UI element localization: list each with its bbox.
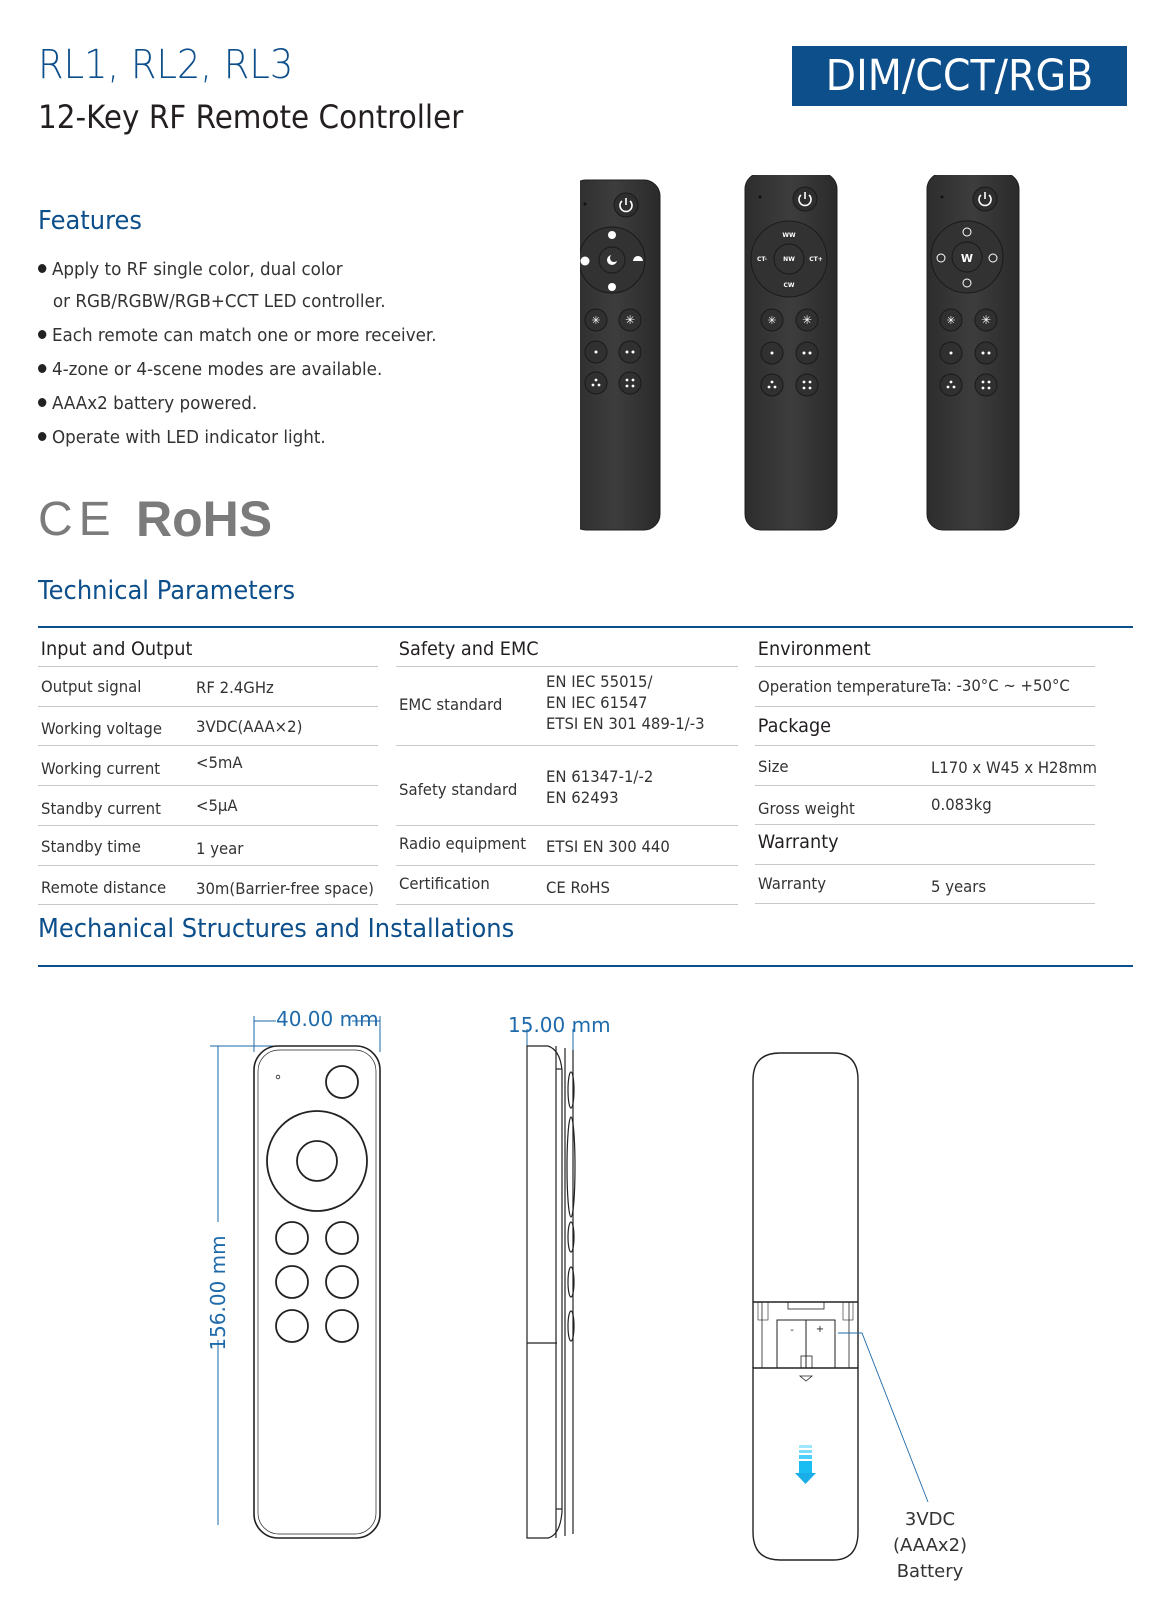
battery-view-drawing (753, 1053, 858, 1560)
bullet-icon (38, 264, 46, 273)
rohs-logo: RoHS (136, 491, 273, 547)
w-label: W (960, 252, 974, 265)
drawing-ring-pad (267, 1111, 367, 1211)
feature-item: AAAx2 battery powered. (38, 387, 437, 421)
table-row: Working current <5mA (38, 746, 378, 786)
table-row: Warranty 5 years (755, 865, 1095, 904)
feature-item: Each remote can match one or more receiver. (38, 319, 437, 353)
full-brightness-icon (581, 257, 590, 266)
table-group-header: Input and Output (38, 628, 378, 667)
battery-label: 3VDC (AAAx2) Battery (892, 1509, 968, 1582)
drawing-center-button (297, 1141, 337, 1181)
table-row: Safety standard EN 61347-1/-2 EN 62493 (396, 746, 738, 826)
table-row: Size L170 x W45 x H28mm (755, 746, 1095, 786)
table-row: Standby time 1 year (38, 826, 378, 866)
cw-label: CW (783, 282, 795, 289)
ct-plus-label: CT+ (809, 256, 823, 263)
zone-4-button (619, 372, 641, 394)
table-group-header: Warranty (755, 825, 1095, 865)
bullet-icon (38, 398, 46, 407)
svg-text:✳: ✳ (591, 314, 601, 327)
zone-2-button (619, 341, 641, 363)
battery-minus-terminal: - (790, 1325, 794, 1336)
nw-label: NW (783, 256, 795, 263)
bullet-icon (38, 364, 46, 373)
table-group-header: Safety and EMC (396, 649, 738, 667)
feature-item: Apply to RF single color, dual color or RGB/RGBW/RGB+CCT LED controller. (38, 253, 437, 319)
svg-text:✳: ✳ (767, 314, 777, 327)
brightness-up-button (619, 309, 641, 331)
table-row: Working voltage 3VDC(AAA×2) (38, 707, 378, 746)
table-row: Certification CE RoHS (396, 866, 738, 905)
table-row: EMC standard EN IEC 55015/ EN IEC 61547 ETSI EN 301 489-1/-3 (396, 667, 738, 746)
battery-callout-line (838, 1333, 928, 1502)
front-view-drawing (254, 1046, 380, 1538)
technical-parameters-heading: Technical Parameters (38, 576, 296, 606)
remote-photo-rl3 (927, 175, 1019, 530)
depth-dimension-label: 15.00 mm (508, 1013, 611, 1037)
safety-emc-table (396, 628, 738, 905)
ct-minus-label: CT- (756, 256, 768, 263)
type-badge-text: DIM/CCT/RGB (825, 51, 1094, 101)
type-badge (792, 46, 1127, 106)
features-heading: Features (38, 206, 142, 236)
table-row: Output signal RF 2.4GHz (38, 667, 378, 707)
svg-text:✳: ✳ (624, 313, 636, 327)
bullet-icon (38, 432, 46, 441)
slide-down-arrow-icon (795, 1445, 816, 1484)
table-row: Operation temperature Ta: -30°C ~ +50°C (755, 667, 1095, 707)
product-photos (580, 175, 1080, 545)
drawing-power-button (326, 1066, 358, 1098)
environment-package-warranty-table (755, 628, 1095, 904)
bullet-icon (38, 330, 46, 339)
table-row: Radio equipment ETSI EN 300 440 (396, 826, 738, 866)
mechanical-heading: Mechanical Structures and Installations (38, 914, 515, 944)
svg-text:✳: ✳ (980, 313, 992, 327)
table-row: Remote distance 30m(Barrier-free space) (38, 866, 378, 905)
model-title: RL1, RL2, RL3 (38, 42, 294, 88)
side-view-drawing (527, 1046, 575, 1538)
svg-text:✳: ✳ (946, 314, 956, 327)
table-row: Gross weight 0.083kg (755, 786, 1095, 825)
battery-plus-terminal: + (815, 1324, 825, 1335)
input-output-table (38, 628, 378, 905)
feature-item: 4-zone or 4-scene modes are available. (38, 353, 437, 387)
zone-1-button (585, 341, 607, 363)
table-group-header: Package (755, 707, 1095, 746)
features-list (38, 253, 467, 455)
ww-label: WW (782, 232, 796, 239)
ce-logo: CE (38, 493, 117, 546)
svg-text:✳: ✳ (801, 313, 813, 327)
feature-item: Operate with LED indicator light. (38, 421, 437, 455)
table-group-header: Environment (755, 649, 1095, 667)
brightness-down-button (585, 309, 607, 331)
height-dimension-label: 156.00 mm (206, 1235, 230, 1351)
remote-photo-rl2 (745, 175, 837, 530)
zone-3-button (585, 372, 607, 394)
width-dimension-label: 40.00 mm (276, 1007, 379, 1031)
product-subtitle: 12-Key RF Remote Controller (38, 98, 464, 136)
remote-photo-rl1 (580, 180, 660, 530)
section-divider (38, 965, 1133, 967)
table-row: Standby current <5μA (38, 786, 378, 826)
